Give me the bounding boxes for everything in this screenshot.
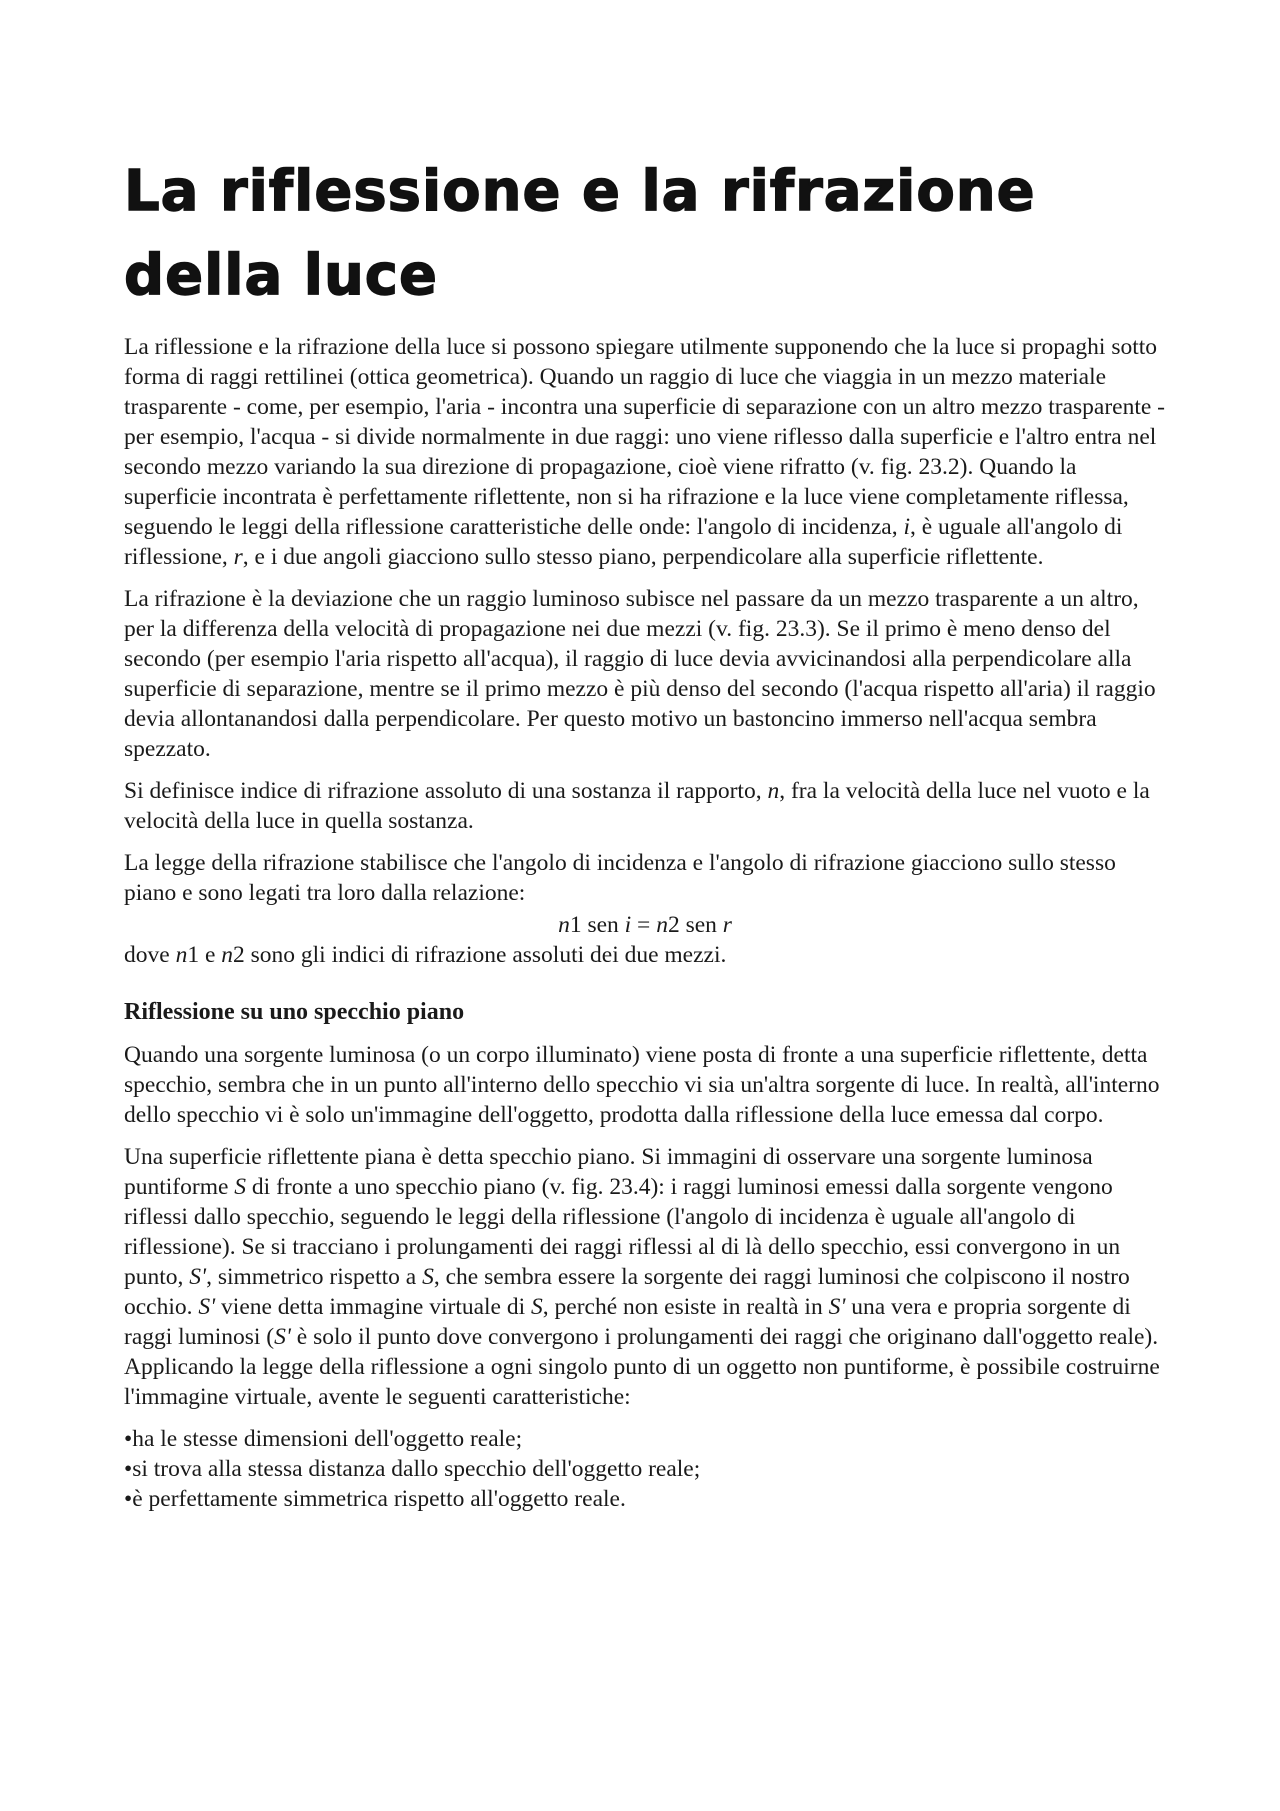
paragraph-index: Si definisce indice di rifrazione assoluto di una sostanza il rapporto, n, fra la velocità della luce nel vuoto e la velocità della luce in quella sostanza. bbox=[124, 778, 1150, 834]
list-item: •ha le stesse dimensioni dell'oggetto reale; bbox=[124, 1426, 523, 1452]
paragraph-law: La legge della rifrazione stabilisce che l'angolo di incidenza e l'angolo di rifrazione giacciono sullo stesso piano e sono legati tra loro dalla relazione: bbox=[124, 850, 1116, 906]
document-page bbox=[124, 150, 1166, 1514]
snell-formula: n1 sen i = n2 sen r bbox=[558, 912, 732, 938]
list-item: •si trova alla stessa distanza dallo specchio dell'oggetto reale; bbox=[124, 1456, 701, 1482]
paragraph-intro: La riflessione e la rifrazione della luce si possono spiegare utilmente supponendo che la luce si propaghi sotto forma di raggi rettilinei (ottica geometrica). Quando un raggio di luce che viaggia in un mezzo materiale trasparente - come, per esempio, l'aria - incontra una superficie di separazione con un altro mezzo trasparente - per esempio, l'acqua - si divide normalmente in due raggi: uno viene riflesso dalla superficie e l'altro entra nel secondo mezzo variando la sua direzione di propagazione, cioè viene rifratto (v. fig. 23.2). Quando la superficie incontrata è perfettamente riflettente, non si ha rifrazione e la luce viene completamente riflessa, seguendo le leggi della riflessione caratteristiche delle onde: l'angolo di incidenza, i, è uguale all'angolo di riflessione, r, e i due angoli giacciono sullo stesso piano, perpendicolare alla superficie riflettente. bbox=[124, 334, 1166, 570]
page-title: La riflessione e la rifrazione della luce bbox=[124, 159, 1036, 308]
paragraph-mirror-intro: Quando una sorgente luminosa (o un corpo illuminato) viene posta di fronte a una superficie riflettente, detta specchio, sembra che in un punto all'interno dello specchio vi sia un'altra sorgente di luce. In realtà, all'interno dello specchio vi è solo un'immagine dell'oggetto, prodotta dalla riflessione della luce emessa dal corpo. bbox=[124, 1042, 1160, 1128]
paragraph-virtual-image: Applicando la legge della riflessione a ogni singolo punto di un oggetto non puntiforme, è possibile costruirne l'immagine virtuale, avente le seguenti caratteristiche: bbox=[124, 1354, 1160, 1410]
list-item: •è perfettamente simmetrica rispetto all'oggetto reale. bbox=[124, 1486, 626, 1512]
paragraph-formula-note: dove n1 e n2 sono gli indici di rifrazione assoluti dei due mezzi. bbox=[124, 942, 727, 968]
section-heading: Riflessione su uno specchio piano bbox=[124, 999, 465, 1025]
paragraph-refraction: La rifrazione è la deviazione che un raggio luminoso subisce nel passare da un mezzo trasparente a un altro, per la differenza della velocità di propagazione nei due mezzi (v. fig. 23.3). Se il primo è meno denso del secondo (per esempio l'aria rispetto all'acqua), il raggio di luce devia avvicinandosi alla perpendicolare alla superficie di separazione, mentre se il primo mezzo è più denso del secondo (l'acqua rispetto all'aria) il raggio devia allontanandosi dalla perpendicolare. Per questo motivo un bastoncino immerso nell'acqua sembra spezzato. bbox=[124, 586, 1156, 762]
paragraph-plane-mirror: Una superficie riflettente piana è detta specchio piano. Si immagini di osservare una sorgente luminosa puntiforme S di fronte a uno specchio piano (v. fig. 23.4): i raggi luminosi emessi dalla sorgente vengono riflessi dallo specchio, seguendo le leggi della riflessione (l'angolo di incidenza è uguale all'angolo di riflessione). Se si tracciano i prolungamenti dei raggi riflessi al di là dello specchio, essi convergono in un punto, S', simmetrico rispetto a S, che sembra essere la sorgente dei raggi luminosi che colpiscono il nostro occhio. S' viene detta immagine virtuale di S, perché non esiste in realtà in S' una vera e propria sorgente di raggi luminosi (S' è solo il punto dove convergono i prolungamenti dei raggi che originano dall'oggetto reale). bbox=[124, 1144, 1159, 1350]
image-characteristics-list bbox=[124, 1424, 1166, 1514]
